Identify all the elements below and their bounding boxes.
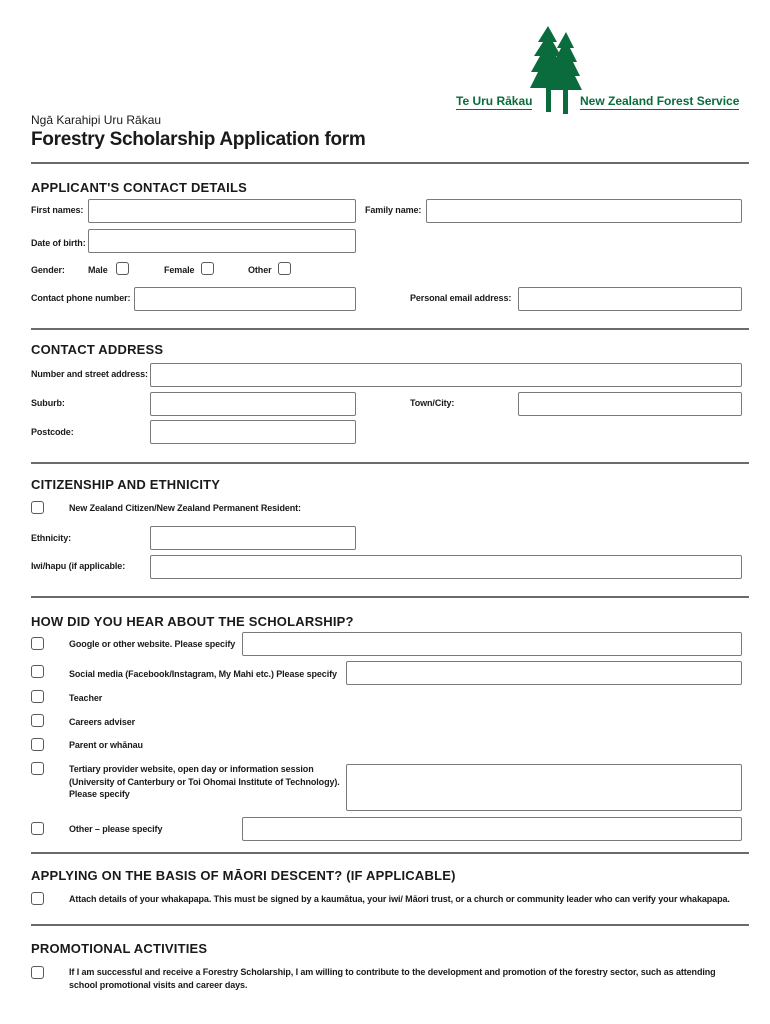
tertiary-label-line-2: (University of Canterbury or Toi Ohomai Institute of Technology). — [69, 776, 340, 787]
first-names-input[interactable] — [88, 199, 356, 223]
page-title: Forestry Scholarship Application form — [31, 129, 366, 150]
postcode-input[interactable] — [150, 420, 356, 444]
divider — [31, 924, 749, 926]
google-label: Google or other website. Please specify — [69, 639, 236, 649]
tertiary-label-line-1: Tertiary provider website, open day or information session — [69, 764, 314, 774]
divider — [31, 462, 749, 464]
other-specify-input[interactable] — [242, 817, 742, 841]
postcode-label: Postcode: — [31, 427, 74, 437]
tertiary-checkbox[interactable] — [31, 762, 44, 775]
gender-other-label: Other — [248, 265, 272, 275]
other-label: Other – please specify — [69, 824, 163, 834]
google-specify-input[interactable] — [242, 632, 742, 656]
section-heading-contact-details: APPLICANT'S CONTACT DETAILS — [31, 180, 248, 195]
divider — [31, 328, 749, 330]
ethnicity-input[interactable] — [150, 526, 356, 550]
teacher-checkbox[interactable] — [31, 690, 44, 703]
email-input[interactable] — [518, 287, 742, 311]
tertiary-label-line-3: Please specify — [69, 789, 130, 799]
town-label: Town/City: — [410, 398, 455, 408]
iwi-input[interactable] — [150, 555, 742, 579]
family-name-label: Family name: — [365, 205, 422, 215]
street-label: Number and street address: — [31, 369, 148, 379]
gender-female-checkbox[interactable] — [201, 262, 214, 275]
brand-nz-forest-service: New Zealand Forest Service — [580, 94, 740, 108]
google-checkbox[interactable] — [31, 637, 44, 650]
family-name-input[interactable] — [426, 199, 742, 223]
iwi-label: Iwi/hapu (if applicable: — [31, 561, 126, 571]
first-names-label: First names: — [31, 205, 84, 215]
divider — [31, 162, 749, 164]
town-input[interactable] — [518, 392, 742, 416]
dob-label: Date of birth: — [31, 238, 86, 248]
gender-male-checkbox[interactable] — [116, 262, 129, 275]
section-heading-how-heard: HOW DID YOU HEAR ABOUT THE SCHOLARSHIP? — [31, 614, 354, 629]
street-input[interactable] — [150, 363, 742, 387]
social-label: Social media (Facebook/Instagram, My Mahi etc.) Please specify — [69, 669, 337, 679]
maori-descent-text: Attach details of your whakapapa. This must be signed by a kaumātua, your iwi/ Māori trust, or a church or community leader who can verify your whakapapa. — [69, 894, 730, 904]
promotional-text-line-1: If I am successful and receive a Forestry Scholarship, I am willing to contribute to the development and promotion of the forestry sector, such as attending — [69, 967, 716, 977]
gender-label: Gender: — [31, 265, 65, 275]
suburb-input[interactable] — [150, 392, 356, 416]
maori-descent-checkbox[interactable] — [31, 892, 44, 905]
ethnicity-label: Ethnicity: — [31, 533, 72, 543]
careers-label: Careers adviser — [69, 717, 136, 727]
gender-male-label: Male — [88, 265, 108, 275]
citizen-label: New Zealand Citizen/New Zealand Permanent Resident: — [69, 503, 301, 513]
tree-logo-icon — [528, 24, 584, 116]
promotional-text — [69, 966, 716, 991]
parent-label: Parent or whānau — [69, 740, 143, 750]
divider — [31, 596, 749, 598]
page-subtitle: Ngā Karahipi Uru Rākau — [31, 113, 162, 127]
gender-female-label: Female — [164, 265, 195, 275]
phone-input[interactable] — [134, 287, 356, 311]
brand-te-uru-rakau: Te Uru Rākau — [456, 94, 533, 108]
gender-other-checkbox[interactable] — [278, 262, 291, 275]
tertiary-label — [69, 763, 340, 801]
teacher-label: Teacher — [69, 693, 103, 703]
section-heading-maori-descent: APPLYING ON THE BASIS OF MĀORI DESCENT? (IF APPLICABLE) — [31, 868, 456, 883]
phone-label: Contact phone number: — [31, 293, 131, 303]
section-heading-promotional: PROMOTIONAL ACTIVITIES — [31, 941, 208, 956]
careers-checkbox[interactable] — [31, 714, 44, 727]
social-specify-input[interactable] — [346, 661, 742, 685]
divider — [31, 852, 749, 854]
promotional-text-line-2: school promotional visits and career days. — [69, 979, 248, 990]
tertiary-specify-input[interactable] — [346, 764, 742, 811]
citizen-checkbox[interactable] — [31, 501, 44, 514]
email-label: Personal email address: — [410, 293, 512, 303]
section-heading-citizenship: CITIZENSHIP AND ETHNICITY — [31, 477, 221, 492]
social-checkbox[interactable] — [31, 665, 44, 678]
parent-checkbox[interactable] — [31, 738, 44, 751]
promotional-checkbox[interactable] — [31, 966, 44, 979]
other-checkbox[interactable] — [31, 822, 44, 835]
section-heading-contact-address: CONTACT ADDRESS — [31, 342, 164, 357]
dob-input[interactable] — [88, 229, 356, 253]
suburb-label: Suburb: — [31, 398, 65, 408]
